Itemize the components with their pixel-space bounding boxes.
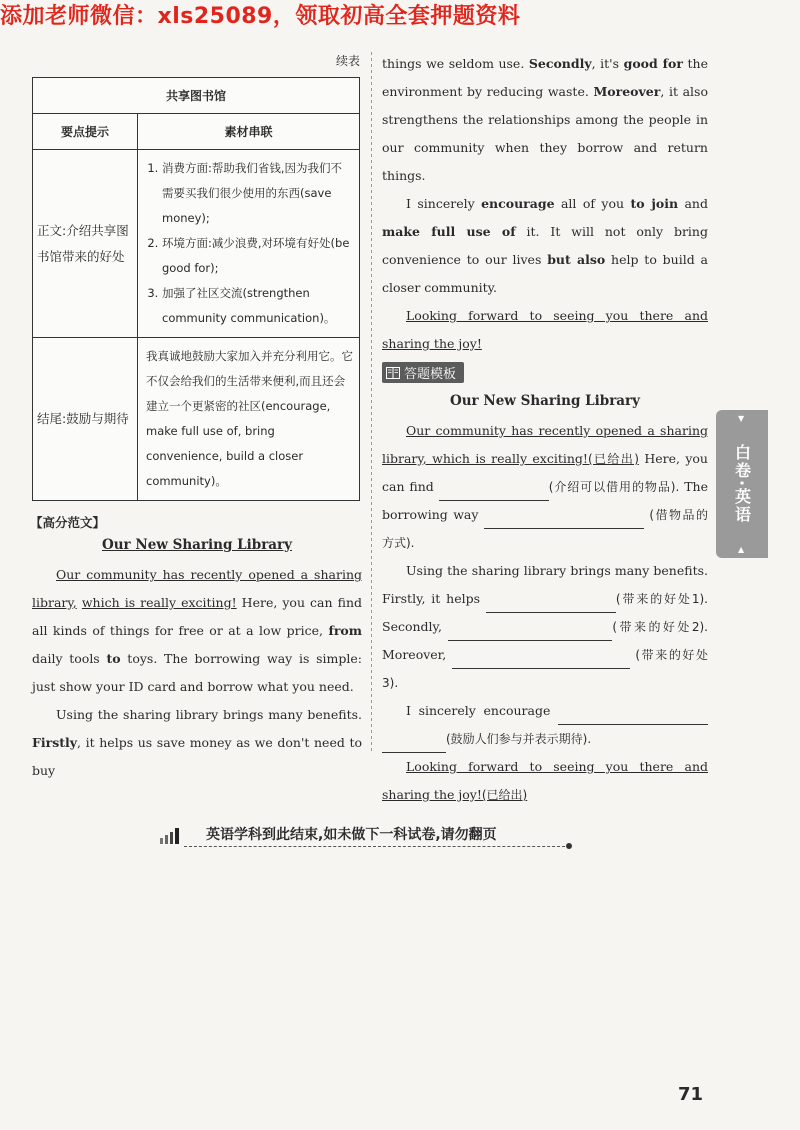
sample-essay-title: Our New Sharing Library [101, 537, 293, 553]
template-paragraph-2 [382, 557, 708, 697]
given-label: (已给出) [587, 452, 639, 466]
answer-blank[interactable] [382, 736, 446, 753]
hint-text: (带来的好处2). [612, 620, 708, 634]
text: I sincerely [406, 196, 482, 211]
table-row [33, 150, 360, 338]
col-header-materials: 素材串联 [138, 114, 360, 150]
bold-phrase: Firstly [32, 735, 78, 750]
list-item: 3. 加强了社区交流(strengthen community communication)。 [162, 281, 353, 331]
answer-template-badge [382, 362, 464, 383]
underlined-phrase: Our community has recently opened a sharing library, [32, 567, 362, 610]
answer-blank[interactable] [439, 484, 549, 501]
hint-text: (带来的好处3). [382, 648, 708, 690]
text: Here, you can find [382, 451, 708, 494]
page-number: 71 [678, 1084, 704, 1105]
text: , it's [591, 56, 624, 71]
table-header-row [33, 114, 360, 150]
sample-essay-tag: 【高分范文】 [30, 515, 106, 530]
list-item: 2. 环境方面:减少浪费,对环境有好处(be good for); [162, 231, 353, 281]
end-of-subject-note [160, 822, 580, 850]
bold-phrase: good for [623, 56, 683, 71]
bold-phrase: make full use of [382, 224, 516, 239]
template-title: Our New Sharing Library [449, 393, 641, 409]
dashed-divider [184, 846, 570, 847]
sample-paragraph-2-cont [382, 50, 708, 190]
template-paragraph-4 [382, 753, 708, 809]
book-icon [386, 367, 400, 379]
text: I sincerely encourage [406, 703, 558, 718]
table-title: 共享图书馆 [33, 78, 360, 114]
left-column [32, 52, 362, 785]
answer-template-label: 答题模板 [404, 367, 457, 382]
row-text: 我真诚地鼓励大家加入并充分利用它。它不仅会给我们的生活带来便利,而且还会建立一个更紧密的社区(encourage, make full use of, bring convenience, build a closer community)。 [146, 349, 353, 488]
sample-paragraph-3 [382, 190, 708, 302]
answer-blank[interactable] [448, 624, 612, 641]
table-continued-label: 续表 [335, 54, 360, 68]
right-column [382, 50, 708, 809]
text: , it helps us save money as we don't need to buy [32, 735, 362, 778]
arrow-up-icon: ▲ [738, 545, 745, 554]
answer-blank[interactable] [452, 652, 630, 669]
bold-phrase: to join [630, 196, 679, 211]
text: help to build a closer community. [382, 252, 708, 295]
subject-side-tab [716, 410, 768, 558]
hint-text: (介绍可以借用的物品). [548, 480, 680, 494]
signal-bars-icon [160, 826, 182, 844]
answer-blank[interactable] [484, 512, 644, 529]
answer-blank[interactable] [486, 596, 616, 613]
sample-paragraph-1 [32, 561, 362, 701]
sample-paragraph-2-start [32, 701, 362, 785]
text: and [678, 196, 708, 211]
bold-phrase: from [328, 623, 362, 638]
hint-text: (借物品的方式). [382, 508, 708, 550]
text: toys. The borrowing way is simple: just show your ID card and borrow what you need. [32, 651, 362, 694]
text: Secondly, [382, 619, 449, 634]
text: Moreover, [382, 647, 452, 662]
answer-blank[interactable] [558, 708, 708, 725]
given-label: (已给出) [481, 788, 528, 802]
template-paragraph-1 [382, 417, 708, 557]
table-title-row [33, 78, 360, 114]
text: , it also strengthens the relationships among the people in our community when they borrow and return things. [382, 84, 708, 183]
bold-phrase: encourage [481, 196, 555, 211]
bold-phrase: to [106, 651, 121, 666]
template-paragraph-3 [382, 697, 708, 753]
row-key: 结尾:鼓励与期待 [33, 338, 138, 501]
hint-text: (鼓励人们参与并表示期待). [446, 732, 592, 746]
text: The borrowing way [382, 479, 708, 522]
side-tab-label: 白卷·英语 [732, 443, 752, 525]
sample-paragraph-4: Looking forward to seeing you there and sharing the joy! [382, 308, 708, 351]
row-content [138, 150, 360, 338]
text: all of you [554, 196, 631, 211]
text: the environment by reducing waste. [382, 56, 709, 99]
col-header-points: 要点提示 [33, 114, 138, 150]
list-item: 1. 消费方面:帮助我们省钱,因为我们不需要买我们很少使用的东西(save money); [162, 156, 353, 231]
row-content [138, 338, 360, 501]
row-key: 正文:介绍共享图书馆带来的好处 [33, 150, 138, 338]
text: things we seldom use. [382, 56, 529, 71]
bold-phrase: Secondly [528, 56, 592, 71]
text: Using the sharing library brings many benefits. [56, 707, 362, 722]
dot-marker [566, 843, 572, 849]
underlined-phrase: Looking forward to seeing you there and sharing the joy! [382, 759, 708, 802]
arrow-down-icon: ▼ [738, 414, 745, 423]
bold-phrase: Moreover [593, 84, 661, 99]
underlined-phrase: which is really exciting! [81, 595, 237, 610]
materials-table [32, 77, 360, 501]
text: Using the sharing library brings many benefits. Firstly, it helps [382, 563, 708, 606]
text: Here, you can find all kinds of things for free or at a low price, [32, 595, 362, 638]
text: daily tools [32, 651, 107, 666]
hint-text: (带来的好处1). [615, 592, 708, 606]
bold-phrase: but also [547, 252, 606, 267]
end-note-text: 英语学科到此结束,如未做下一科试卷,请勿翻页 [206, 827, 497, 843]
column-divider [371, 52, 372, 752]
table-row [33, 338, 360, 501]
underlined-phrase: Our community has recently opened a sharing library, which is really exciting! [382, 423, 708, 466]
text: it. It will not only bring convenience to our lives [382, 224, 708, 267]
watermark-banner: 添加老师微信：xls25089，领取初高全套押题资料 [0, 4, 521, 29]
